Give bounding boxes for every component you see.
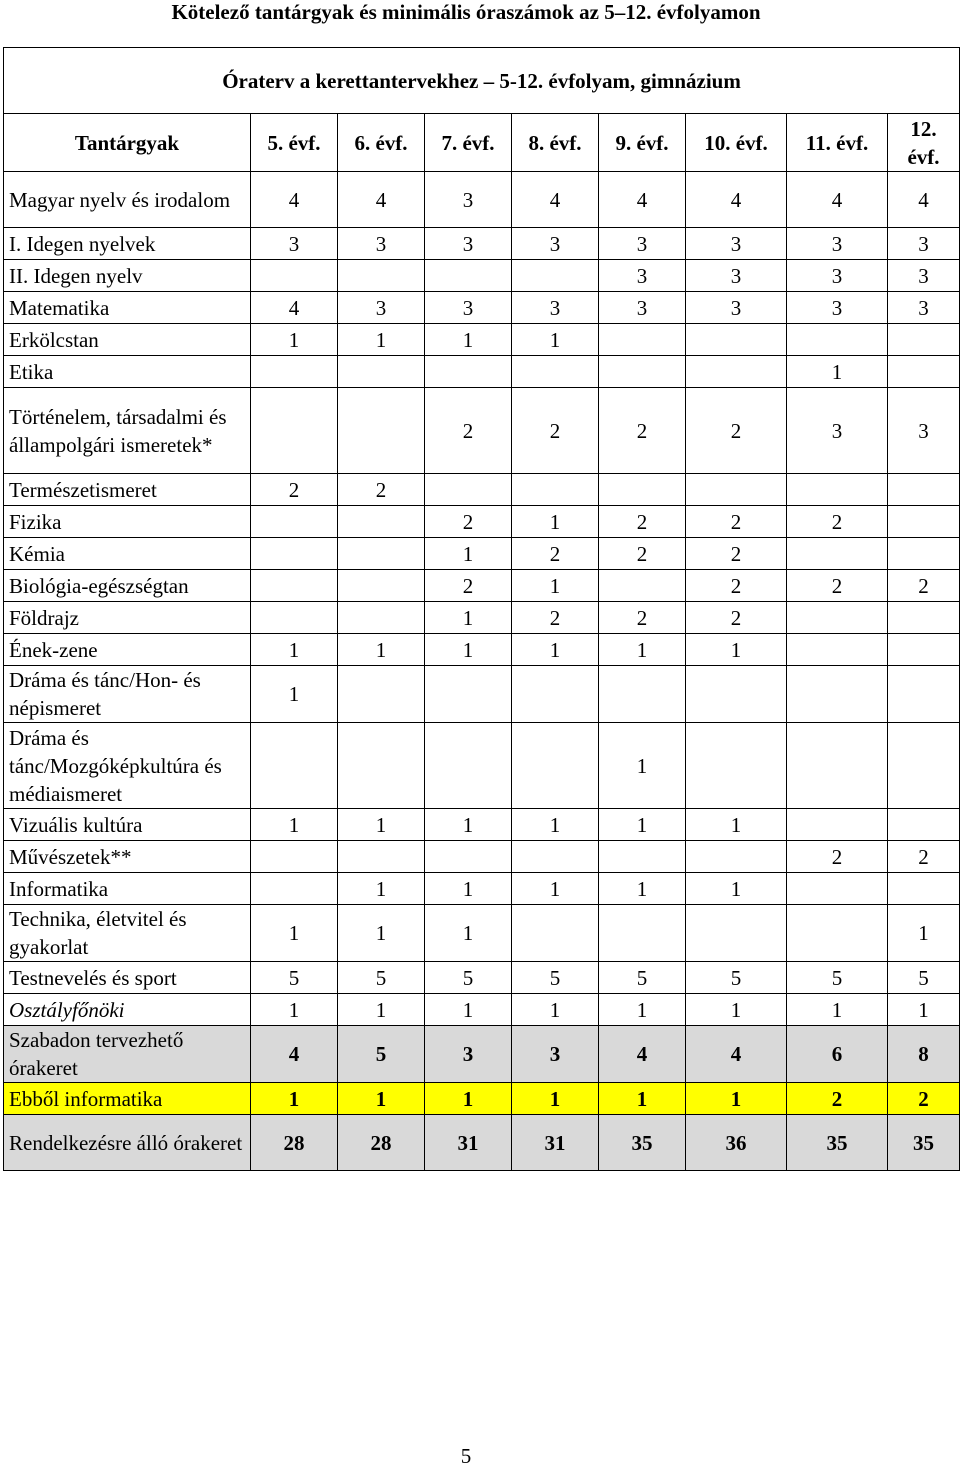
hours-cell: 1 bbox=[251, 666, 338, 723]
hours-cell: 3 bbox=[599, 260, 686, 292]
hours-cell bbox=[599, 841, 686, 873]
hours-cell: 4 bbox=[251, 292, 338, 324]
table-caption: Óraterv a kerettantervekhez – 5-12. évfolyam, gimnázium bbox=[4, 48, 960, 114]
subject-header: Tantárgyak bbox=[4, 114, 251, 172]
hours-cell bbox=[425, 723, 512, 809]
hours-cell bbox=[686, 841, 787, 873]
hours-cell: 2 bbox=[338, 474, 425, 506]
hours-cell bbox=[787, 905, 888, 962]
hours-cell: 1 bbox=[599, 1083, 686, 1115]
hours-cell bbox=[888, 538, 960, 570]
hours-cell: 1 bbox=[512, 994, 599, 1026]
hours-cell bbox=[787, 474, 888, 506]
table-row bbox=[4, 962, 960, 994]
table-row bbox=[4, 841, 960, 873]
table-row bbox=[4, 388, 960, 474]
subject-name: Ebből informatika bbox=[4, 1083, 251, 1115]
hours-cell: 4 bbox=[686, 172, 787, 228]
hours-cell: 1 bbox=[338, 324, 425, 356]
hours-cell: 8 bbox=[888, 1026, 960, 1083]
hours-cell: 3 bbox=[512, 292, 599, 324]
hours-cell bbox=[425, 666, 512, 723]
table-row bbox=[4, 809, 960, 841]
hours-cell bbox=[888, 474, 960, 506]
hours-cell bbox=[787, 873, 888, 905]
hours-cell: 5 bbox=[599, 962, 686, 994]
hours-cell: 1 bbox=[338, 1083, 425, 1115]
hours-cell: 1 bbox=[686, 809, 787, 841]
hours-cell: 3 bbox=[425, 172, 512, 228]
hours-cell: 2 bbox=[686, 506, 787, 538]
hours-cell bbox=[787, 723, 888, 809]
hours-cell: 2 bbox=[888, 841, 960, 873]
subject-name: Történelem, társadalmi és állampolgári ismeretek* bbox=[4, 388, 251, 474]
grade-header: 12. évf. bbox=[888, 114, 960, 172]
hours-cell: 1 bbox=[251, 809, 338, 841]
hours-cell bbox=[787, 809, 888, 841]
hours-cell bbox=[338, 538, 425, 570]
hours-cell: 2 bbox=[686, 602, 787, 634]
hours-cell bbox=[251, 602, 338, 634]
subject-name: Dráma és tánc/Mozgóképkultúra és médiaismeret bbox=[4, 723, 251, 809]
hours-cell: 3 bbox=[888, 260, 960, 292]
subject-name: Vizuális kultúra bbox=[4, 809, 251, 841]
hours-cell: 1 bbox=[251, 994, 338, 1026]
table-row bbox=[4, 356, 960, 388]
hours-cell: 1 bbox=[425, 602, 512, 634]
grade-header: 8. évf. bbox=[512, 114, 599, 172]
hours-cell bbox=[338, 506, 425, 538]
hours-cell: 2 bbox=[425, 388, 512, 474]
subject-name: Ének-zene bbox=[4, 634, 251, 666]
hours-cell: 5 bbox=[425, 962, 512, 994]
grade-header: 6. évf. bbox=[338, 114, 425, 172]
hours-cell: 1 bbox=[512, 506, 599, 538]
hours-cell: 4 bbox=[512, 172, 599, 228]
hours-cell bbox=[512, 841, 599, 873]
hours-cell bbox=[599, 666, 686, 723]
hours-cell: 1 bbox=[512, 324, 599, 356]
hours-cell: 2 bbox=[425, 506, 512, 538]
subject-name: Dráma és tánc/Hon- és népismeret bbox=[4, 666, 251, 723]
hours-cell: 1 bbox=[599, 873, 686, 905]
hours-cell: 1 bbox=[251, 324, 338, 356]
table-row bbox=[4, 506, 960, 538]
hours-cell bbox=[888, 634, 960, 666]
hours-cell bbox=[599, 570, 686, 602]
hours-cell bbox=[686, 356, 787, 388]
hours-cell: 2 bbox=[599, 388, 686, 474]
hours-cell bbox=[512, 905, 599, 962]
subject-name: I. Idegen nyelvek bbox=[4, 228, 251, 260]
grade-header: 5. évf. bbox=[251, 114, 338, 172]
table-row bbox=[4, 292, 960, 324]
hours-cell: 2 bbox=[787, 841, 888, 873]
hours-cell bbox=[888, 602, 960, 634]
hours-cell bbox=[599, 324, 686, 356]
hours-cell bbox=[888, 666, 960, 723]
hours-cell: 3 bbox=[512, 1026, 599, 1083]
hours-cell: 1 bbox=[338, 809, 425, 841]
hours-cell: 1 bbox=[425, 324, 512, 356]
hours-cell: 5 bbox=[251, 962, 338, 994]
hours-cell: 1 bbox=[888, 905, 960, 962]
hours-cell: 3 bbox=[338, 228, 425, 260]
subject-name: Technika, életvitel és gyakorlat bbox=[4, 905, 251, 962]
hours-cell: 4 bbox=[251, 172, 338, 228]
hours-cell bbox=[425, 841, 512, 873]
hours-cell bbox=[599, 474, 686, 506]
hours-cell: 1 bbox=[425, 634, 512, 666]
subject-name: Szabadon tervezhető órakeret bbox=[4, 1026, 251, 1083]
hours-cell: 1 bbox=[686, 634, 787, 666]
hours-cell bbox=[425, 356, 512, 388]
hours-cell: 4 bbox=[599, 172, 686, 228]
table-row bbox=[4, 905, 960, 962]
hours-cell: 1 bbox=[425, 873, 512, 905]
hours-cell bbox=[338, 388, 425, 474]
hours-cell: 1 bbox=[599, 723, 686, 809]
hours-cell: 3 bbox=[888, 292, 960, 324]
hours-cell bbox=[251, 506, 338, 538]
hours-cell: 5 bbox=[787, 962, 888, 994]
hours-cell: 4 bbox=[599, 1026, 686, 1083]
hours-cell bbox=[251, 723, 338, 809]
subject-name: Informatika bbox=[4, 873, 251, 905]
hours-cell: 4 bbox=[686, 1026, 787, 1083]
hours-cell: 1 bbox=[251, 1083, 338, 1115]
hours-cell: 2 bbox=[787, 570, 888, 602]
hours-cell bbox=[787, 324, 888, 356]
hours-cell: 1 bbox=[787, 356, 888, 388]
grade-header: 11. évf. bbox=[787, 114, 888, 172]
hours-cell: 1 bbox=[599, 809, 686, 841]
table-row bbox=[4, 666, 960, 723]
hours-cell bbox=[686, 905, 787, 962]
hours-cell: 5 bbox=[512, 962, 599, 994]
subject-name: Erkölcstan bbox=[4, 324, 251, 356]
hours-cell: 3 bbox=[686, 292, 787, 324]
hours-cell: 3 bbox=[787, 292, 888, 324]
hours-cell bbox=[425, 260, 512, 292]
hours-cell bbox=[888, 324, 960, 356]
hours-cell: 1 bbox=[599, 634, 686, 666]
hours-cell: 35 bbox=[599, 1115, 686, 1171]
hours-cell: 28 bbox=[251, 1115, 338, 1171]
hours-cell bbox=[686, 474, 787, 506]
hours-cell bbox=[251, 538, 338, 570]
hours-cell: 31 bbox=[512, 1115, 599, 1171]
hours-cell bbox=[251, 356, 338, 388]
hours-cell: 3 bbox=[686, 228, 787, 260]
hours-cell: 2 bbox=[599, 602, 686, 634]
hours-cell bbox=[338, 602, 425, 634]
hours-cell: 2 bbox=[512, 388, 599, 474]
hours-cell: 2 bbox=[686, 388, 787, 474]
hours-cell bbox=[686, 723, 787, 809]
hours-cell bbox=[338, 570, 425, 602]
subject-name: Fizika bbox=[4, 506, 251, 538]
grade-header: 7. évf. bbox=[425, 114, 512, 172]
hours-cell bbox=[338, 723, 425, 809]
hours-cell bbox=[251, 841, 338, 873]
hours-cell bbox=[512, 723, 599, 809]
hours-cell: 2 bbox=[599, 506, 686, 538]
hours-cell: 31 bbox=[425, 1115, 512, 1171]
hours-cell: 1 bbox=[599, 994, 686, 1026]
hours-cell: 28 bbox=[338, 1115, 425, 1171]
hours-cell: 1 bbox=[251, 905, 338, 962]
hours-cell bbox=[425, 474, 512, 506]
table-row bbox=[4, 634, 960, 666]
hours-cell: 5 bbox=[888, 962, 960, 994]
hours-cell: 4 bbox=[787, 172, 888, 228]
hours-cell bbox=[251, 873, 338, 905]
hours-cell: 1 bbox=[686, 1083, 787, 1115]
subject-name: Biológia-egészségtan bbox=[4, 570, 251, 602]
hours-cell: 1 bbox=[425, 538, 512, 570]
hours-cell: 3 bbox=[338, 292, 425, 324]
hours-cell: 3 bbox=[251, 228, 338, 260]
hours-cell bbox=[512, 666, 599, 723]
hours-cell: 3 bbox=[787, 388, 888, 474]
hours-cell: 2 bbox=[888, 1083, 960, 1115]
hours-cell: 2 bbox=[686, 538, 787, 570]
hours-cell bbox=[888, 356, 960, 388]
table-row bbox=[4, 570, 960, 602]
hours-cell bbox=[787, 602, 888, 634]
hours-cell: 36 bbox=[686, 1115, 787, 1171]
hours-cell bbox=[686, 324, 787, 356]
hours-cell: 35 bbox=[787, 1115, 888, 1171]
hours-cell: 1 bbox=[512, 1083, 599, 1115]
hours-cell bbox=[251, 260, 338, 292]
hours-cell bbox=[512, 260, 599, 292]
hours-cell: 3 bbox=[425, 1026, 512, 1083]
page-title: Kötelező tantárgyak és minimális óraszámok az 5–12. évfolyamon bbox=[171, 0, 761, 24]
hours-cell bbox=[338, 666, 425, 723]
hours-cell: 2 bbox=[251, 474, 338, 506]
hours-cell bbox=[599, 905, 686, 962]
hours-cell: 2 bbox=[686, 570, 787, 602]
hours-cell: 3 bbox=[425, 228, 512, 260]
hours-cell: 1 bbox=[512, 570, 599, 602]
hours-cell: 1 bbox=[888, 994, 960, 1026]
subject-name: Etika bbox=[4, 356, 251, 388]
hours-cell bbox=[251, 570, 338, 602]
hours-cell bbox=[787, 538, 888, 570]
hours-cell: 3 bbox=[888, 388, 960, 474]
hours-cell bbox=[787, 634, 888, 666]
hours-cell: 1 bbox=[425, 905, 512, 962]
hours-cell: 1 bbox=[512, 634, 599, 666]
hours-cell: 1 bbox=[338, 634, 425, 666]
hours-cell bbox=[888, 723, 960, 809]
hours-cell bbox=[787, 666, 888, 723]
hours-cell: 1 bbox=[251, 634, 338, 666]
hours-cell bbox=[251, 388, 338, 474]
hours-cell bbox=[686, 666, 787, 723]
hours-cell: 1 bbox=[338, 994, 425, 1026]
hours-cell: 3 bbox=[787, 260, 888, 292]
table-row bbox=[4, 723, 960, 809]
table-row bbox=[4, 324, 960, 356]
hours-cell: 2 bbox=[512, 602, 599, 634]
hours-cell: 2 bbox=[599, 538, 686, 570]
hours-cell bbox=[338, 841, 425, 873]
hours-cell: 1 bbox=[425, 1083, 512, 1115]
hours-cell: 1 bbox=[686, 994, 787, 1026]
hours-cell: 2 bbox=[787, 1083, 888, 1115]
table-row bbox=[4, 1115, 960, 1171]
hours-cell: 4 bbox=[888, 172, 960, 228]
table-row bbox=[4, 260, 960, 292]
table-row bbox=[4, 228, 960, 260]
timetable bbox=[3, 47, 960, 1171]
subject-name: II. Idegen nyelv bbox=[4, 260, 251, 292]
hours-cell: 5 bbox=[338, 1026, 425, 1083]
hours-cell: 3 bbox=[787, 228, 888, 260]
hours-cell: 3 bbox=[888, 228, 960, 260]
hours-cell: 1 bbox=[425, 994, 512, 1026]
hours-cell: 2 bbox=[888, 570, 960, 602]
hours-cell: 5 bbox=[686, 962, 787, 994]
subject-name: Földrajz bbox=[4, 602, 251, 634]
hours-cell: 2 bbox=[425, 570, 512, 602]
hours-cell bbox=[888, 873, 960, 905]
hours-cell: 1 bbox=[686, 873, 787, 905]
table-row bbox=[4, 538, 960, 570]
hours-cell: 4 bbox=[251, 1026, 338, 1083]
hours-cell: 1 bbox=[512, 809, 599, 841]
subject-name: Kémia bbox=[4, 538, 251, 570]
hours-cell: 1 bbox=[338, 905, 425, 962]
hours-cell: 1 bbox=[338, 873, 425, 905]
hours-cell: 3 bbox=[599, 228, 686, 260]
table-row bbox=[4, 994, 960, 1026]
table-row bbox=[4, 873, 960, 905]
hours-cell: 2 bbox=[787, 506, 888, 538]
subject-name: Természetismeret bbox=[4, 474, 251, 506]
subject-name: Matematika bbox=[4, 292, 251, 324]
grade-header: 10. évf. bbox=[686, 114, 787, 172]
hours-cell bbox=[338, 260, 425, 292]
hours-cell bbox=[512, 356, 599, 388]
subject-name: Magyar nyelv és irodalom bbox=[4, 172, 251, 228]
hours-cell: 2 bbox=[512, 538, 599, 570]
hours-cell bbox=[888, 506, 960, 538]
hours-cell: 1 bbox=[512, 873, 599, 905]
hours-cell bbox=[599, 356, 686, 388]
hours-cell: 3 bbox=[599, 292, 686, 324]
subject-name: Testnevelés és sport bbox=[4, 962, 251, 994]
hours-cell: 3 bbox=[425, 292, 512, 324]
subject-name: Művészetek** bbox=[4, 841, 251, 873]
page-number: 5 bbox=[460, 1444, 472, 1468]
hours-cell: 3 bbox=[686, 260, 787, 292]
table-row bbox=[4, 172, 960, 228]
hours-cell: 6 bbox=[787, 1026, 888, 1083]
hours-cell bbox=[338, 356, 425, 388]
hours-cell: 1 bbox=[787, 994, 888, 1026]
hours-cell: 5 bbox=[338, 962, 425, 994]
hours-cell: 1 bbox=[425, 809, 512, 841]
hours-cell bbox=[512, 474, 599, 506]
table-row bbox=[4, 474, 960, 506]
grade-header: 9. évf. bbox=[599, 114, 686, 172]
table-row bbox=[4, 1083, 960, 1115]
table-row bbox=[4, 1026, 960, 1083]
hours-cell: 35 bbox=[888, 1115, 960, 1171]
hours-cell: 4 bbox=[338, 172, 425, 228]
table-row bbox=[4, 602, 960, 634]
hours-cell bbox=[888, 809, 960, 841]
subject-name: Osztályfőnöki bbox=[4, 994, 251, 1026]
hours-cell: 3 bbox=[512, 228, 599, 260]
subject-name: Rendelkezésre álló órakeret bbox=[4, 1115, 251, 1171]
